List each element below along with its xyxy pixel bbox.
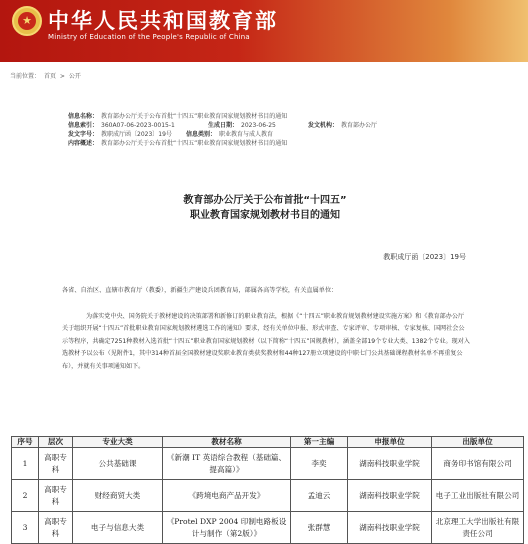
textbook-table: [11, 436, 524, 544]
cell-applicant: 湖南科技职业学院: [348, 480, 432, 512]
meta-info-name-value: 教育部办公厅关于公布首批“十四五”职业教育国家规划教材书目的通知: [101, 113, 288, 120]
cell-textbook: 《新潮 IT 英语综合教程（基础篇、提高篇）》: [163, 448, 291, 480]
breadcrumb-home-link[interactable]: 首页: [43, 73, 56, 80]
body-paragraph: 为落实党中央、国务院关于教材建设的决策部署和新修订的职业教育法，根据《“十四五”职业教育规划教材建设实施方案》和《教育部办公厅关于组织开展“十四五”首批职业教育国家规划教材遴选工作的通知》要求，经有关单位申报、形式审查、专家评审、专项审核、专家复核、国网社会公示等程序，共确定7251种教材入选首批“十四五”职业教育国家规划教材（以下简称“十四五”国规教材），涵盖全部19个专业大类、1382个专业。现对入选教材予以公布（见附件1，其中314种首届全国教材建设奖职业教育类获奖教材和44种127册立项建设的中职七门公共基础课程教材名单不再重复公布），并就有关事项通知如下。: [62, 313, 470, 370]
cell-major: 电子与信息大类: [73, 512, 163, 544]
meta-summary-label: 内容概述：: [67, 140, 98, 147]
col-header-textbook: 教材名称: [163, 437, 291, 448]
breadcrumb: [10, 71, 83, 80]
breadcrumb-prefix: 当前位置：: [10, 73, 41, 80]
cell-editor: 李奕: [291, 448, 348, 480]
breadcrumb-public-link[interactable]: 公开: [68, 73, 81, 80]
national-emblem-icon: [12, 6, 42, 36]
table-row: [12, 512, 524, 544]
cell-major: 公共基础课: [73, 448, 163, 480]
meta-info-name-label: 信息名称：: [67, 113, 98, 120]
meta-summary-value: 教育部办公厅关于公布首批“十四五”职业教育国家规划教材书目的通知: [101, 140, 288, 147]
col-header-index: 序号: [12, 437, 39, 448]
table-row: [12, 480, 524, 512]
meta-category-value: 职业教育与成人教育: [219, 131, 274, 138]
site-title[interactable]: 中华人民共和国教育部: [48, 9, 278, 33]
meta-doc-no-value: 教职成厅函〔2023〕19号: [101, 131, 172, 138]
cell-editor: 孟迪云: [291, 480, 348, 512]
table-header-row: [12, 437, 524, 448]
cell-index: 3: [12, 512, 39, 544]
document-title: [46, 193, 484, 223]
cell-major: 财经商贸大类: [73, 480, 163, 512]
cell-applicant: 湖南科技职业学院: [348, 448, 432, 480]
meta-issuer-value: 教育部办公厅: [341, 122, 378, 129]
meta-info-name-row: [46, 112, 484, 121]
col-header-level: 层次: [39, 437, 73, 448]
meta-issuer-label: 发文机构：: [307, 122, 338, 129]
meta-gen-date-label: 生成日期：: [207, 122, 238, 129]
cell-applicant: 湖南科技职业学院: [348, 512, 432, 544]
meta-block: [46, 112, 484, 157]
meta-summary-row: [46, 139, 484, 148]
cell-level: 高职专科: [39, 448, 73, 480]
meta-doc-no-row: [46, 130, 484, 139]
cell-textbook: 《跨境电商产品开发》: [163, 480, 291, 512]
meta-category-label: 信息类别：: [185, 131, 216, 138]
cell-textbook: 《Protel DXP 2004 印制电路板设计与制作（第2版）》: [163, 512, 291, 544]
col-header-editor: 第一主编: [291, 437, 348, 448]
meta-index-label: 信息索引：: [67, 122, 98, 129]
article: [46, 84, 484, 424]
cell-publisher: 北京理工大学出版社有限责任公司: [432, 512, 524, 544]
col-header-publisher: 出版单位: [432, 437, 524, 448]
breadcrumb-separator: >: [59, 73, 65, 80]
meta-gen-date-value: 2023-06-25: [241, 122, 276, 129]
col-header-major: 专业大类: [73, 437, 163, 448]
cell-index: 2: [12, 480, 39, 512]
cell-level: 高职专科: [39, 480, 73, 512]
document-number: 教职成厅函〔2023〕19号: [383, 253, 466, 261]
cell-publisher: 电子工业出版社有限公司: [432, 480, 524, 512]
cell-publisher: 商务印书馆有限公司: [432, 448, 524, 480]
site-header: [0, 0, 528, 62]
meta-doc-no-label: 发文字号：: [67, 131, 98, 138]
document-title-line-2: 职业教育国家规划教材书目的通知: [190, 210, 340, 221]
emblem-star-icon: ★: [18, 12, 36, 30]
document-title-line-1: 教育部办公厅关于公布首批“十四五”: [183, 195, 347, 206]
col-header-applicant: 申报单位: [348, 437, 432, 448]
table-row: [12, 448, 524, 480]
site-subtitle: Ministry of Education of the People's Republic of China: [48, 33, 250, 41]
cell-level: 高职专科: [39, 512, 73, 544]
salutation: 各省、自治区、直辖市教育厅（教委），新疆生产建设兵团教育局，部属各高等学校，有关直属单位：: [62, 287, 338, 294]
cell-editor: 张群慧: [291, 512, 348, 544]
meta-index-row: [46, 121, 484, 130]
meta-index-value: 360A07-06-2023-0015-1: [101, 122, 175, 129]
cell-index: 1: [12, 448, 39, 480]
